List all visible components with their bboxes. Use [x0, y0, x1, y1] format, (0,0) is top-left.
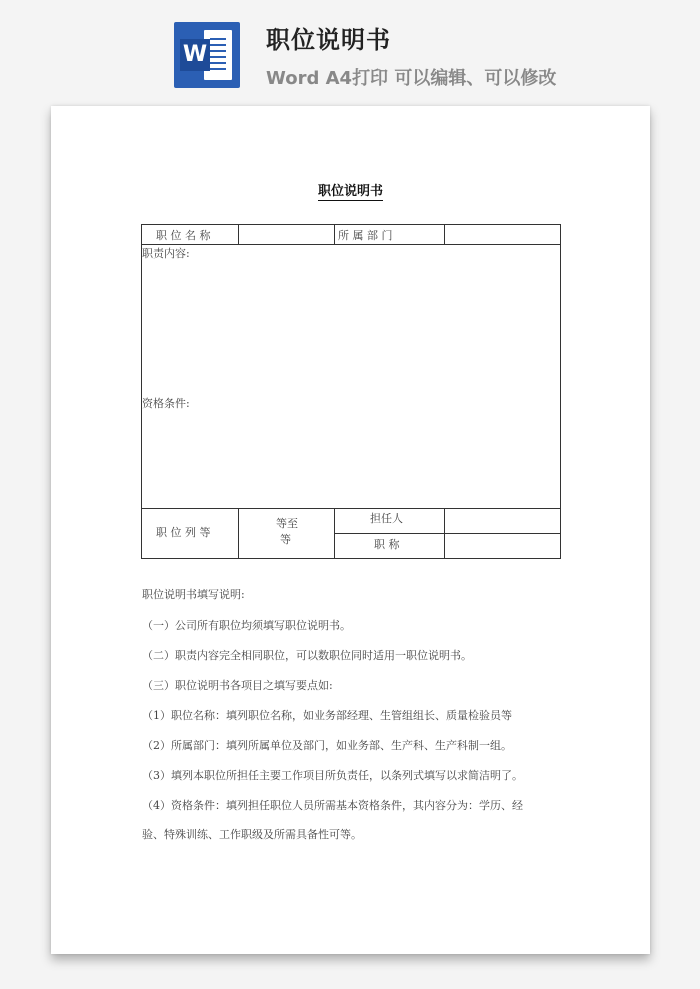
job-title-value[interactable]	[448, 536, 556, 554]
job-title-label: 职 称	[374, 538, 400, 551]
instruction-line: （二）职责内容完全相同职位，可以数职位同时适用一职位说明书。	[142, 649, 472, 662]
position-name-label: 职 位 名 称	[156, 229, 211, 242]
rank-label: 职 位 列 等	[156, 526, 211, 539]
row-divider	[142, 244, 560, 245]
instruction-line: 验、特殊训练、工作职级及所需具备性可等。	[142, 828, 362, 841]
instruction-line: （4）资格条件：填列担任职位人员所需基本资格条件，其内容分为：学历、经	[142, 799, 523, 812]
grade-label-upper: 等至	[276, 517, 298, 530]
header	[0, 0, 700, 100]
column-divider	[238, 508, 239, 558]
column-divider	[444, 225, 445, 244]
header-subtitle: Word A4打印 可以编辑、可以修改	[266, 68, 557, 89]
holder-value[interactable]	[448, 511, 556, 529]
row-divider	[142, 508, 560, 509]
department-label: 所 属 部 门	[338, 229, 393, 242]
word-letter: W	[180, 39, 210, 71]
qualifications-label: 资格条件:	[142, 397, 190, 410]
instruction-line: （三）职位说明书各项目之填写要点如:	[142, 679, 333, 692]
holder-label: 担任人	[370, 512, 403, 525]
position-form-table	[141, 224, 561, 559]
duties-label: 职责内容:	[142, 247, 190, 260]
instruction-line: （2）所属部门：填列所属单位及部门，如业务部、生产科、生产科制一组。	[142, 739, 512, 752]
document-title	[51, 180, 650, 199]
position-name-value[interactable]	[242, 227, 330, 241]
instruction-line: （一）公司所有职位均须填写职位说明书。	[142, 619, 351, 632]
header-title: 职位说明书	[266, 26, 391, 54]
department-value[interactable]	[448, 227, 556, 241]
document-page	[51, 106, 650, 954]
document-title-text: 职位说明书	[317, 184, 383, 199]
row-divider	[334, 533, 560, 534]
word-icon	[174, 22, 240, 88]
instruction-heading: 职位说明书填写说明:	[142, 588, 245, 601]
column-divider	[334, 225, 335, 244]
instruction-line: （1）职位名称：填列职位名称，如业务部经理、生管组组长、质量检验员等	[142, 709, 512, 722]
column-divider	[238, 225, 239, 244]
instruction-line: （3）填列本职位所担任主要工作项目所负责任，以条列式填写以求简洁明了。	[142, 769, 523, 782]
grade-label-lower: 等	[280, 533, 291, 546]
